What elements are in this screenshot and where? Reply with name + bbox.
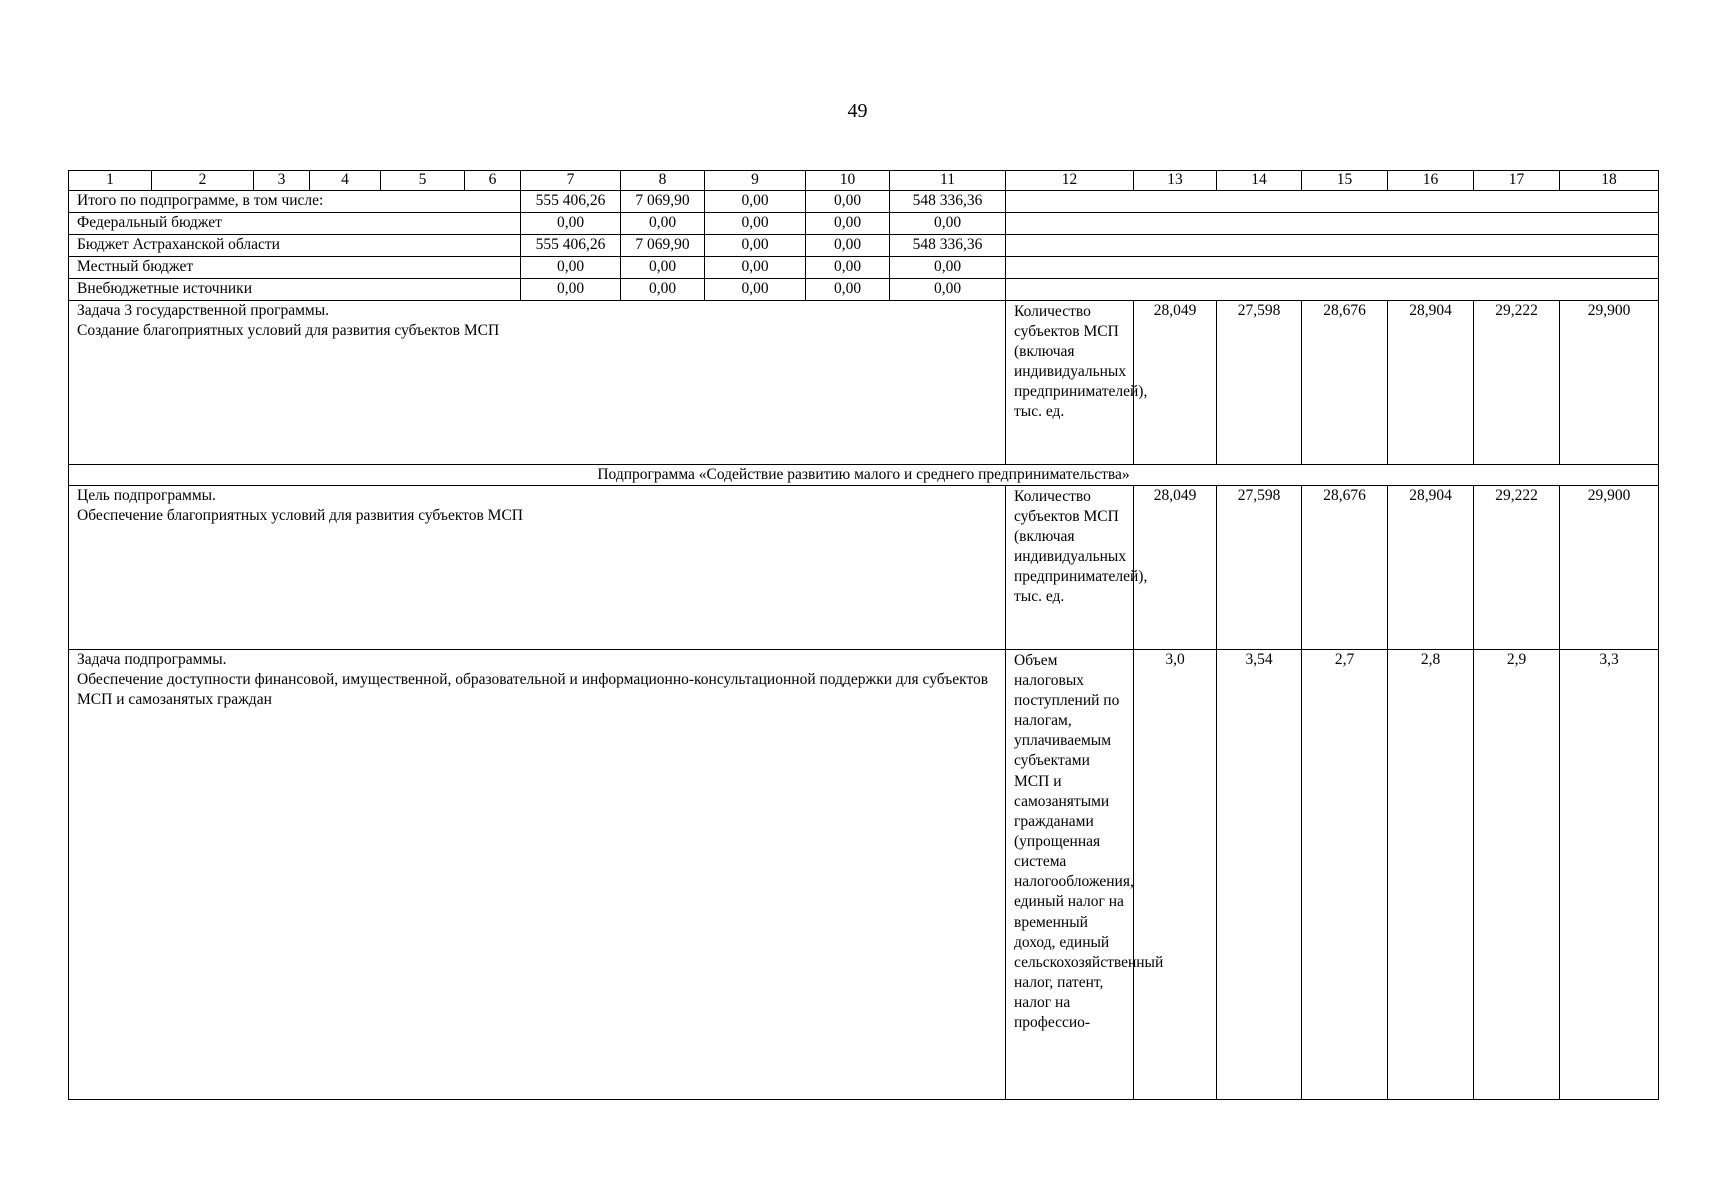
subtask-title: Задача подпрограммы.	[77, 650, 227, 668]
indicator-value: 2,7	[1302, 649, 1388, 1099]
finance-row-label: Внебюджетные источники	[69, 278, 521, 300]
goal-title: Цель подпрограммы.	[77, 486, 216, 504]
finance-value: 0,00	[621, 212, 705, 234]
indicator-value: 29,222	[1474, 300, 1560, 464]
finance-value: 0,00	[806, 212, 890, 234]
column-number: 2	[152, 171, 254, 191]
subtask-description	[69, 649, 1006, 1099]
task3-row	[69, 300, 1659, 464]
finance-row-local	[69, 256, 1659, 278]
indicator-value: 28,676	[1302, 485, 1388, 649]
goal-description	[69, 485, 1006, 649]
task3-text: Создание благоприятных условий для развития субъектов МСП	[77, 321, 500, 339]
goal-row	[69, 485, 1659, 649]
column-number: 15	[1302, 171, 1388, 191]
column-number: 12	[1006, 171, 1134, 191]
column-number: 9	[705, 171, 806, 191]
task3-description	[69, 300, 1006, 464]
finance-value: 0,00	[705, 234, 806, 256]
indicator-value: 28,904	[1388, 300, 1474, 464]
finance-value: 7 069,90	[621, 234, 705, 256]
finance-row-total	[69, 190, 1659, 212]
indicator-value: 29,900	[1560, 485, 1659, 649]
finance-value: 548 336,36	[890, 234, 1006, 256]
finance-value: 0,00	[806, 190, 890, 212]
empty-cell	[1006, 256, 1659, 278]
finance-row-regional	[69, 234, 1659, 256]
indicator-value: 3,0	[1134, 649, 1217, 1099]
subtask-text: Обеспечение доступности финансовой, имущественной, образовательной и информационно-консультационной поддержки для субъектов МСП и самозанятых граждан	[77, 670, 989, 709]
empty-cell	[1006, 212, 1659, 234]
finance-value: 0,00	[806, 234, 890, 256]
empty-cell	[1006, 234, 1659, 256]
finance-value: 0,00	[521, 212, 621, 234]
finance-value: 0,00	[705, 278, 806, 300]
finance-value: 0,00	[521, 256, 621, 278]
column-number: 6	[465, 171, 521, 191]
column-number: 5	[381, 171, 465, 191]
indicator-value: 2,9	[1474, 649, 1560, 1099]
task3-title: Задача 3 государственной программы.	[77, 301, 329, 319]
task3-indicator: Количество субъектов МСП (включая индивидуальных предпринимателей), тыс. ед.	[1006, 300, 1134, 464]
finance-row-federal	[69, 212, 1659, 234]
finance-row-label: Бюджет Астраханской области	[69, 234, 521, 256]
finance-value: 0,00	[890, 278, 1006, 300]
page-number: 49	[847, 100, 868, 122]
goal-text: Обеспечение благоприятных условий для развития субъектов МСП	[77, 506, 523, 524]
finance-value: 0,00	[806, 278, 890, 300]
finance-row-label: Федеральный бюджет	[69, 212, 521, 234]
finance-value: 0,00	[890, 256, 1006, 278]
column-number: 7	[521, 171, 621, 191]
finance-value: 555 406,26	[521, 190, 621, 212]
indicator-value: 28,049	[1134, 485, 1217, 649]
finance-value: 548 336,36	[890, 190, 1006, 212]
finance-value: 0,00	[705, 256, 806, 278]
empty-cell	[1006, 190, 1659, 212]
finance-value: 0,00	[705, 190, 806, 212]
column-number: 13	[1134, 171, 1217, 191]
finance-row-label: Итого по подпрограмме, в том числе:	[69, 190, 521, 212]
column-number: 18	[1560, 171, 1659, 191]
column-number: 14	[1217, 171, 1302, 191]
column-number-row	[69, 171, 1659, 191]
finance-row-extrabudget	[69, 278, 1659, 300]
column-number: 4	[310, 171, 381, 191]
indicator-value: 28,904	[1388, 485, 1474, 649]
column-number: 16	[1388, 171, 1474, 191]
subprogram-title: Подпрограмма «Содействие развитию малого и среднего предпринимательства»	[69, 464, 1659, 485]
column-number: 1	[69, 171, 152, 191]
finance-value: 0,00	[890, 212, 1006, 234]
finance-value: 0,00	[705, 212, 806, 234]
indicator-value: 29,222	[1474, 485, 1560, 649]
finance-value: 0,00	[521, 278, 621, 300]
indicator-value: 29,900	[1560, 300, 1659, 464]
column-number: 17	[1474, 171, 1560, 191]
subtask-indicator: Объем налоговых поступлений по налогам, уплачиваемым субъектами МСП и самозанятыми гражданами (упрощенная система налогообложения, единый налог на временный доход, единый сельскохозяйственный налог, патент, налог на профессио-	[1006, 649, 1134, 1099]
indicator-value: 27,598	[1217, 485, 1302, 649]
indicator-value: 3,54	[1217, 649, 1302, 1099]
finance-row-label: Местный бюджет	[69, 256, 521, 278]
finance-value: 7 069,90	[621, 190, 705, 212]
finance-value: 0,00	[621, 278, 705, 300]
indicator-value: 27,598	[1217, 300, 1302, 464]
indicator-value: 28,049	[1134, 300, 1217, 464]
goal-indicator: Количество субъектов МСП (включая индивидуальных предпринимателей), тыс. ед.	[1006, 485, 1134, 649]
subprogram-heading-row	[69, 464, 1659, 485]
column-number: 3	[254, 171, 310, 191]
column-number: 11	[890, 171, 1006, 191]
empty-cell	[1006, 278, 1659, 300]
indicator-value: 28,676	[1302, 300, 1388, 464]
finance-value: 555 406,26	[521, 234, 621, 256]
subtask-row	[69, 649, 1659, 1099]
program-table	[68, 170, 1659, 1100]
finance-value: 0,00	[621, 256, 705, 278]
column-number: 8	[621, 171, 705, 191]
indicator-value: 2,8	[1388, 649, 1474, 1099]
column-number: 10	[806, 171, 890, 191]
indicator-value: 3,3	[1560, 649, 1659, 1099]
finance-value: 0,00	[806, 256, 890, 278]
